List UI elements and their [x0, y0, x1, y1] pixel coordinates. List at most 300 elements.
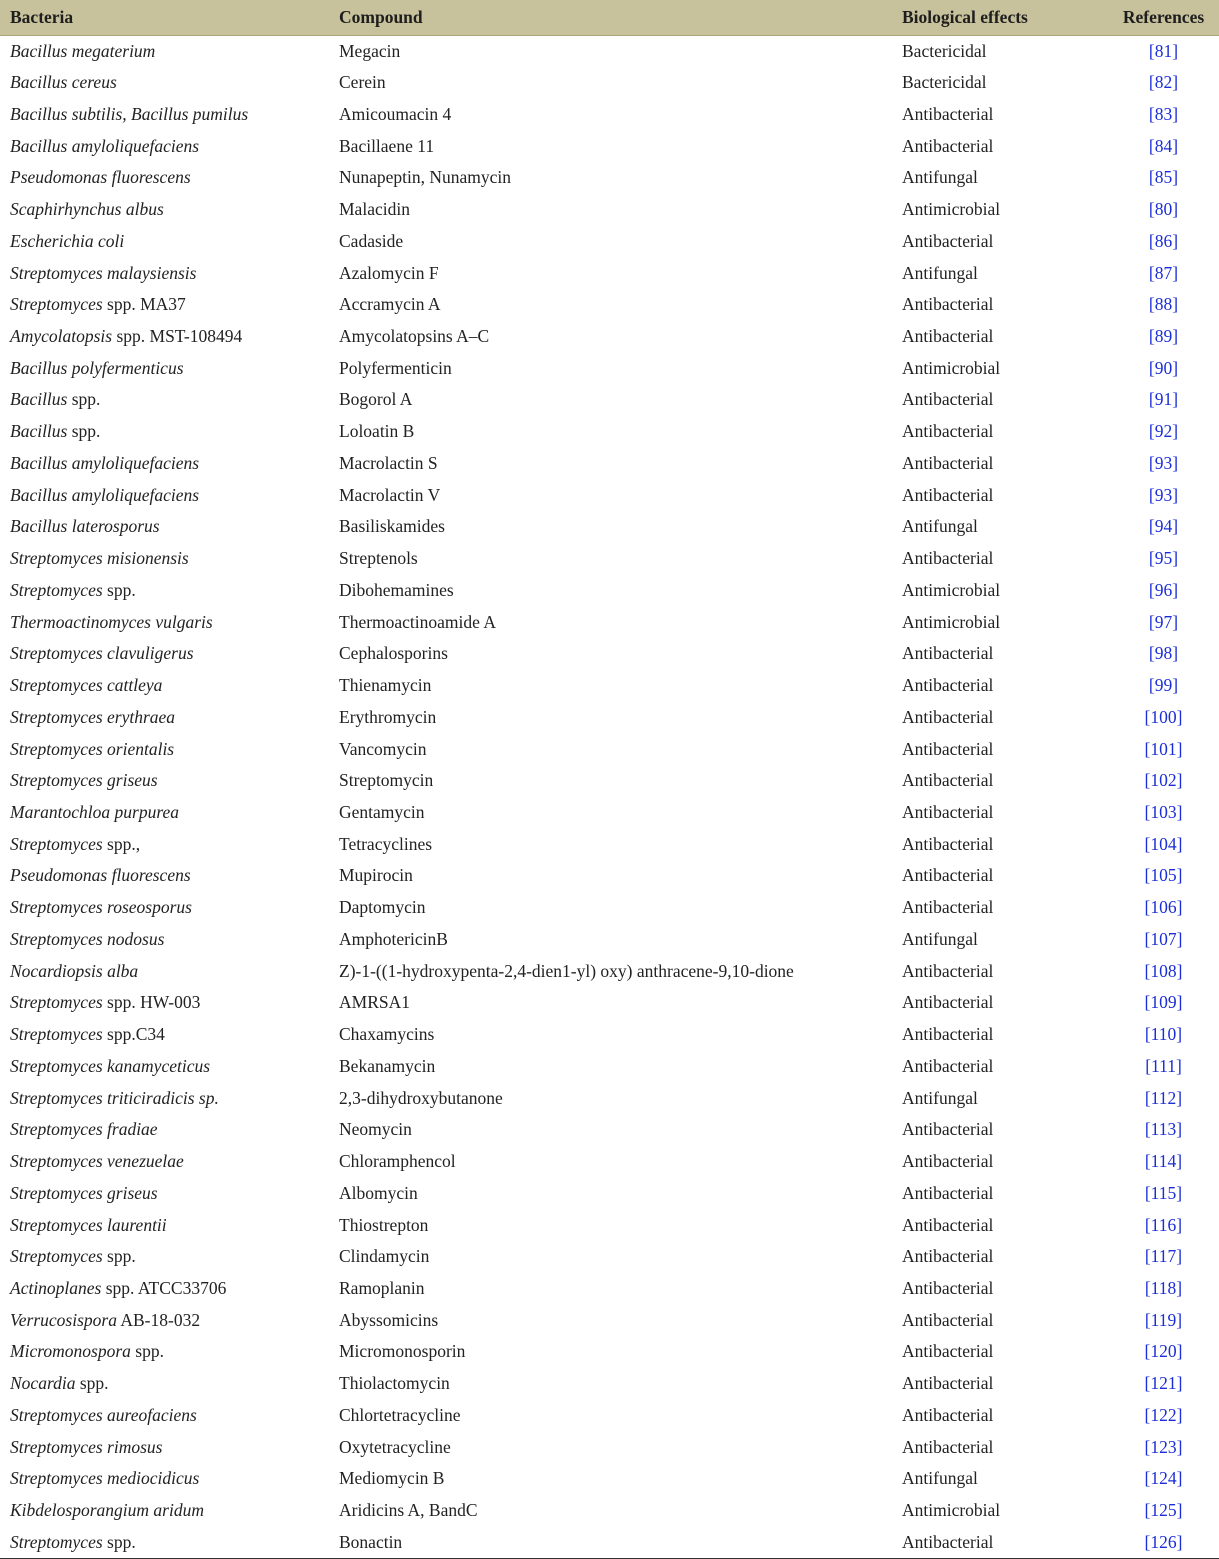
reference-cell	[1108, 321, 1219, 353]
compound-cell: Cadaside	[339, 230, 404, 251]
compound-cell: Chloramphencol	[339, 1151, 456, 1172]
bacteria-cell	[0, 416, 329, 448]
compound-cell: Streptenols	[339, 548, 418, 569]
reference-cell	[1108, 130, 1219, 162]
biological-effect-cell: Antifungal	[902, 1087, 978, 1108]
reference-link[interactable]: [105]	[1144, 865, 1183, 886]
compound-cell: Aridicins A, BandC	[339, 1500, 478, 1521]
bacteria-name: Streptomyces	[10, 579, 103, 600]
compound-cell: Amycolatopsins A–C	[339, 325, 490, 346]
table-row	[0, 860, 1219, 892]
reference-link[interactable]: [120]	[1144, 1341, 1183, 1362]
reference-cell	[1108, 1304, 1219, 1336]
biological-effect-cell: Antibacterial	[902, 770, 994, 791]
reference-cell	[1108, 670, 1219, 702]
bacteria-cell	[0, 1146, 329, 1178]
table-row	[0, 98, 1219, 130]
compound-cell: Tetracyclines	[339, 833, 433, 854]
reference-cell	[1108, 194, 1219, 226]
bacteria-name: Streptomyces erythraea	[10, 706, 176, 727]
biological-effect-cell: Antibacterial	[902, 1246, 994, 1267]
compound-cell: Polyfermenticin	[339, 357, 452, 378]
compound-cell: Amicoumacin 4	[339, 103, 452, 124]
bacteria-name: Bacillus amyloliquefaciens	[10, 452, 200, 473]
reference-cell	[1108, 1527, 1219, 1559]
reference-cell	[1108, 257, 1219, 289]
reference-cell	[1108, 638, 1219, 670]
bacteria-cell	[0, 1177, 329, 1209]
biological-effect-cell: Antibacterial	[902, 738, 994, 759]
bacteria-cell	[0, 162, 329, 194]
bacteria-name: Nocardiopsis alba	[10, 960, 139, 981]
biological-effect-cell: Antibacterial	[902, 1024, 994, 1045]
bacteria-strain: AB-18-032	[116, 1309, 201, 1330]
reference-link[interactable]: [112]	[1144, 1087, 1183, 1108]
table-row	[0, 321, 1219, 353]
bacteria-name: Bacillus polyfermenticus	[10, 357, 184, 378]
bacteria-cell	[0, 1495, 329, 1527]
table-row	[0, 1400, 1219, 1432]
bacteria-cell	[0, 352, 329, 384]
biological-effect-cell: Antifungal	[902, 516, 978, 537]
reference-link[interactable]: [84]	[1148, 135, 1179, 156]
biological-effect-cell: Antibacterial	[902, 992, 994, 1013]
reference-cell	[1108, 987, 1219, 1019]
biological-effect-cell: Antibacterial	[902, 706, 994, 727]
bacteria-name: Streptomyces aureofaciens	[10, 1404, 197, 1425]
bacteria-cell	[0, 511, 329, 543]
reference-cell	[1108, 574, 1219, 606]
reference-link[interactable]: [108]	[1144, 960, 1183, 981]
bacteria-name: Micromonospora	[10, 1341, 131, 1362]
bacteria-cell	[0, 828, 329, 860]
biological-effect-cell: Antimicrobial	[902, 611, 1001, 632]
bacteria-name: Bacillus megaterium	[10, 40, 156, 61]
biological-effect-cell: Bactericidal	[902, 72, 987, 93]
reference-cell	[1108, 289, 1219, 321]
bacteria-name: Pseudomonas fluorescens	[10, 865, 191, 886]
biological-effect-cell: Antibacterial	[902, 960, 994, 981]
reference-cell	[1108, 1495, 1219, 1527]
bacteria-cell	[0, 98, 329, 130]
compound-cell: Malacidin	[339, 199, 410, 220]
reference-cell	[1108, 479, 1219, 511]
table-row	[0, 1177, 1219, 1209]
table-row	[0, 194, 1219, 226]
reference-link[interactable]: [125]	[1144, 1500, 1183, 1521]
bacteria-name: Scaphirhynchus albus	[10, 199, 164, 220]
biological-effect-cell: Antimicrobial	[902, 357, 1001, 378]
table-row	[0, 1304, 1219, 1336]
bacteria-cell	[0, 1241, 329, 1273]
compound-cell: Bogorol A	[339, 389, 413, 410]
compound-cell: Ramoplanin	[339, 1278, 425, 1298]
bacteria-name: Bacillus amyloliquefaciens	[10, 135, 200, 156]
table-row	[0, 1273, 1219, 1305]
bacteria-name: Streptomyces malaysiensis	[10, 262, 197, 283]
bacteria-name: Streptomyces	[10, 294, 103, 315]
reference-cell	[1108, 1209, 1219, 1241]
bacteria-name: Amycolatopsis	[10, 325, 113, 346]
bacteria-cell	[0, 1431, 329, 1463]
reference-link[interactable]: [92]	[1148, 421, 1179, 442]
compound-cell: Cephalosporins	[339, 643, 448, 664]
biological-effect-cell: Bactericidal	[902, 40, 987, 61]
reference-cell	[1108, 701, 1219, 733]
biological-effect-cell: Antibacterial	[902, 421, 994, 442]
bacteria-cell	[0, 130, 329, 162]
reference-link[interactable]: [110]	[1144, 1024, 1183, 1045]
reference-link[interactable]: [114]	[1144, 1151, 1183, 1172]
reference-cell	[1108, 1019, 1219, 1051]
reference-cell	[1108, 1400, 1219, 1432]
bacteria-cell	[0, 1368, 329, 1400]
bacteria-cell	[0, 987, 329, 1019]
compound-cell: Macrolactin V	[339, 484, 441, 505]
reference-link[interactable]: [91]	[1148, 389, 1179, 410]
bacteria-strain: spp.	[102, 579, 136, 600]
bacteria-cell	[0, 289, 329, 321]
bacteria-cell	[0, 892, 329, 924]
bacteria-name: Bacillus amyloliquefaciens	[10, 484, 200, 505]
reference-cell	[1108, 797, 1219, 829]
table-row	[0, 892, 1219, 924]
compound-cell: Thermoactinoamide A	[339, 611, 496, 632]
table-row	[0, 1368, 1219, 1400]
reference-link[interactable]: [94]	[1148, 516, 1179, 537]
bacteria-strain: spp.	[67, 421, 101, 442]
reference-cell	[1108, 352, 1219, 384]
bacteria-strain: spp.	[102, 1246, 136, 1267]
biological-effect-cell: Antimicrobial	[902, 199, 1001, 220]
biological-effect-cell: Antibacterial	[902, 675, 994, 696]
bacteria-name: Streptomyces griseus	[10, 770, 158, 791]
reference-link[interactable]: [102]	[1144, 770, 1183, 791]
bacteria-name: Streptomyces mediocidicus	[10, 1468, 200, 1489]
table-row	[0, 448, 1219, 480]
reference-cell	[1108, 162, 1219, 194]
bacteria-cell	[0, 384, 329, 416]
compound-cell: Micromonosporin	[339, 1341, 466, 1362]
bacteria-cell	[0, 1114, 329, 1146]
compound-cell: AMRSA1	[339, 992, 410, 1013]
reference-cell	[1108, 765, 1219, 797]
biological-effect-cell: Antibacterial	[902, 1214, 994, 1235]
bacteria-cell	[0, 1527, 329, 1559]
reference-cell	[1108, 35, 1219, 67]
reference-cell	[1108, 892, 1219, 924]
bacteria-strain: spp.C34	[102, 1024, 165, 1045]
table-row	[0, 162, 1219, 194]
biological-effect-cell: Antibacterial	[902, 389, 994, 410]
biological-effect-cell: Antibacterial	[902, 833, 994, 854]
bacteria-cell	[0, 257, 329, 289]
table-row	[0, 543, 1219, 575]
reference-link[interactable]: [95]	[1148, 548, 1179, 569]
bacteria-name: Escherichia coli	[10, 230, 125, 251]
bacteria-cell	[0, 448, 329, 480]
biological-effect-cell: Antibacterial	[902, 452, 994, 473]
reference-link[interactable]: [86]	[1148, 230, 1179, 251]
bacteria-name: Bacillus subtilis, Bacillus pumilus	[10, 103, 249, 124]
biological-effect-cell: Antibacterial	[902, 294, 994, 315]
biological-effect-cell: Antibacterial	[902, 1278, 994, 1298]
reference-cell	[1108, 733, 1219, 765]
bacteria-cell	[0, 955, 329, 987]
reference-link[interactable]: [123]	[1144, 1436, 1183, 1457]
bacteria-cell	[0, 1463, 329, 1495]
compound-cell: Gentamycin	[339, 801, 425, 822]
reference-link[interactable]: [103]	[1144, 801, 1183, 822]
biological-effect-cell: Antifungal	[902, 262, 978, 283]
table-row	[0, 1051, 1219, 1083]
bacteria-cell	[0, 1082, 329, 1114]
compound-cell: Neomycin	[339, 1119, 412, 1140]
reference-link[interactable]: [124]	[1144, 1468, 1183, 1489]
bacteria-cell	[0, 924, 329, 956]
compound-cell: Azalomycin F	[339, 262, 439, 283]
reference-cell	[1108, 1177, 1219, 1209]
reference-link[interactable]: [93]	[1148, 452, 1179, 473]
bacteria-name: Streptomyces nodosus	[10, 928, 165, 949]
compound-cell: Thiostrepton	[339, 1214, 429, 1235]
biological-effect-cell: Antibacterial	[892, 1527, 1108, 1559]
bacteria-strain: spp.	[130, 1341, 164, 1362]
reference-link[interactable]: [119]	[1144, 1309, 1183, 1330]
compound-cell: Oxytetracycline	[339, 1436, 451, 1457]
bacteria-name: Streptomyces roseosporus	[10, 897, 192, 918]
bacteria-strain: spp.	[102, 1531, 136, 1552]
compound-cell: Loloatin B	[339, 421, 415, 442]
reference-link[interactable]: [126]	[1144, 1531, 1183, 1552]
bacteria-name: Marantochloa purpurea	[10, 801, 179, 822]
reference-link[interactable]: [100]	[1144, 706, 1183, 727]
bacteria-cell	[0, 1209, 329, 1241]
reference-cell	[1108, 1336, 1219, 1368]
reference-link[interactable]: [118]	[1144, 1278, 1183, 1298]
biological-effect-cell: Antibacterial	[902, 1309, 994, 1330]
compound-cell: Thienamycin	[339, 675, 432, 696]
reference-cell	[1108, 543, 1219, 575]
biological-effect-cell: Antibacterial	[902, 135, 994, 156]
reference-cell	[1108, 828, 1219, 860]
bacteria-name: Streptomyces triticiradicis sp.	[10, 1087, 219, 1108]
table-row	[0, 797, 1219, 829]
reference-link[interactable]: [87]	[1148, 262, 1179, 283]
compound-cell: AmphotericinB	[339, 928, 448, 949]
compound-cell: Bonactin	[329, 1527, 892, 1559]
bacteria-name: Bacillus cereus	[10, 72, 117, 93]
bacteria-name: Nocardia	[10, 1373, 76, 1394]
table-row	[0, 479, 1219, 511]
reference-link[interactable]: [93]	[1148, 484, 1179, 505]
table-row	[0, 955, 1219, 987]
table-row	[0, 670, 1219, 702]
bacteria-cell	[0, 797, 329, 829]
bacteria-name: Verrucosispora	[10, 1309, 117, 1330]
table-row	[0, 67, 1219, 99]
reference-link[interactable]: [121]	[1144, 1373, 1183, 1394]
bacteria-cell	[0, 733, 329, 765]
compound-cell: 2,3-dihydroxybutanone	[339, 1087, 503, 1108]
reference-link[interactable]: [122]	[1144, 1404, 1183, 1425]
table-row	[0, 1241, 1219, 1273]
biological-effect-cell: Antibacterial	[902, 897, 994, 918]
biological-effect-cell: Antifungal	[902, 167, 978, 188]
bacteria-strain: spp. MA37	[102, 294, 186, 315]
bacteria-cell	[0, 765, 329, 797]
reference-cell	[1108, 860, 1219, 892]
table-row	[0, 130, 1219, 162]
bacteria-name: Streptomyces	[10, 1024, 103, 1045]
reference-link[interactable]: [85]	[1148, 167, 1179, 188]
reference-link[interactable]: [115]	[1144, 1182, 1183, 1203]
bacteria-cell	[0, 860, 329, 892]
reference-link[interactable]: [80]	[1148, 199, 1179, 220]
compound-cell: Abyssomicins	[339, 1309, 439, 1330]
reference-cell	[1108, 1463, 1219, 1495]
reference-link[interactable]: [106]	[1144, 897, 1183, 918]
bacteria-strain: spp. MST-108494	[112, 325, 243, 346]
table-row	[0, 638, 1219, 670]
biological-effect-cell: Antibacterial	[902, 325, 994, 346]
bacteria-name: Streptomyces	[10, 1246, 103, 1267]
reference-link[interactable]: [81]	[1148, 40, 1179, 61]
biological-effect-cell: Antibacterial	[902, 1436, 994, 1457]
biological-effect-cell: Antibacterial	[902, 230, 994, 251]
biological-effect-cell: Antifungal	[902, 1468, 978, 1489]
bacteria-name: Streptomyces cattleya	[10, 675, 163, 696]
reference-link[interactable]: [88]	[1148, 294, 1179, 315]
bacteria-cell	[0, 1051, 329, 1083]
bacteria-cell	[0, 670, 329, 702]
bacteria-name: Thermoactinomyces vulgaris	[10, 611, 213, 632]
bacteria-strain: spp.,	[102, 833, 141, 854]
table-row	[0, 733, 1219, 765]
reference-link[interactable]: [107]	[1144, 928, 1183, 949]
reference-link[interactable]: [96]	[1148, 579, 1179, 600]
compound-cell: Clindamycin	[339, 1246, 430, 1267]
reference-cell	[1108, 1368, 1219, 1400]
table-row	[0, 1146, 1219, 1178]
reference-cell	[1108, 1114, 1219, 1146]
bacteria-strain: spp.	[75, 1373, 109, 1394]
reference-cell	[1108, 225, 1219, 257]
bacteria-cell	[0, 479, 329, 511]
table-header	[0, 0, 1219, 35]
bacteria-cell	[0, 701, 329, 733]
reference-link[interactable]: [89]	[1148, 325, 1179, 346]
header-bacteria: Bacteria	[0, 0, 329, 35]
biological-effect-cell: Antimicrobial	[902, 1500, 1001, 1521]
compound-cell: Nunapeptin, Nunamycin	[339, 167, 512, 188]
reference-link[interactable]: [109]	[1144, 992, 1183, 1013]
bacteria-cell	[0, 574, 329, 606]
reference-link[interactable]: [83]	[1148, 103, 1179, 124]
bacteria-cell	[0, 194, 329, 226]
table-body	[0, 35, 1219, 1558]
reference-link[interactable]: [99]	[1148, 675, 1179, 696]
reference-link[interactable]: [82]	[1148, 72, 1179, 93]
table-row	[0, 1019, 1219, 1051]
table-row	[0, 384, 1219, 416]
table-row	[0, 1209, 1219, 1241]
compound-cell: Streptomycin	[339, 770, 434, 791]
reference-link[interactable]: [101]	[1144, 738, 1183, 759]
reference-link[interactable]: [111]	[1145, 1055, 1182, 1076]
table-row	[0, 1431, 1219, 1463]
table-row	[0, 765, 1219, 797]
bacteria-name: Streptomyces rimosus	[10, 1436, 163, 1457]
table-row	[0, 606, 1219, 638]
biological-effect-cell: Antibacterial	[902, 1182, 994, 1203]
biological-effect-cell: Antibacterial	[902, 1055, 994, 1076]
compound-cell: Chlortetracycline	[339, 1404, 461, 1425]
table-row	[0, 352, 1219, 384]
biological-effect-cell: Antibacterial	[902, 548, 994, 569]
reference-cell	[1108, 924, 1219, 956]
reference-link[interactable]: [117]	[1144, 1246, 1183, 1267]
compound-cell: Vancomycin	[339, 738, 427, 759]
reference-cell	[1108, 416, 1219, 448]
bacteria-name: Streptomyces	[10, 992, 103, 1013]
biological-effect-cell: Antibacterial	[902, 801, 994, 822]
bacteria-name: Bacillus laterosporus	[10, 516, 160, 537]
compound-cell: Accramycin A	[339, 294, 441, 315]
bacteria-cell	[0, 1019, 329, 1051]
bacteria-name: Bacillus	[10, 389, 68, 410]
reference-cell	[1108, 606, 1219, 638]
compound-cell: Erythromycin	[339, 706, 437, 727]
biological-effect-cell: Antimicrobial	[902, 579, 1001, 600]
reference-link[interactable]: [113]	[1144, 1119, 1183, 1140]
header-row	[0, 0, 1219, 35]
reference-link[interactable]: [90]	[1148, 357, 1179, 378]
bacteria-name: Streptomyces misionensis	[10, 548, 189, 569]
compound-cell: Albomycin	[339, 1182, 418, 1203]
compound-cell: Macrolactin S	[339, 452, 438, 473]
compound-cell: Thiolactomycin	[339, 1373, 450, 1394]
bacteria-cell	[0, 606, 329, 638]
bacteria-cell	[0, 1304, 329, 1336]
bacteria-cell	[0, 1336, 329, 1368]
table-row	[0, 511, 1219, 543]
bacteria-strain: spp. HW-003	[102, 992, 201, 1013]
reference-link[interactable]: [104]	[1144, 833, 1183, 854]
reference-link[interactable]: [116]	[1144, 1214, 1183, 1235]
reference-link[interactable]: [97]	[1148, 611, 1179, 632]
bacteria-name: Streptomyces	[10, 833, 103, 854]
compound-cell: Basiliskamides	[339, 516, 445, 537]
table-row	[0, 35, 1219, 67]
header-compound: Compound	[329, 0, 892, 35]
reference-link[interactable]: [98]	[1148, 643, 1179, 664]
compound-cell: Mediomycin B	[339, 1468, 445, 1489]
bacteria-cell	[0, 225, 329, 257]
bacteria-name: Kibdelosporangium aridum	[10, 1500, 204, 1521]
table-row	[0, 1114, 1219, 1146]
biological-effect-cell: Antibacterial	[902, 1404, 994, 1425]
biological-effect-cell: Antibacterial	[902, 643, 994, 664]
bacteria-strain: spp.	[67, 389, 101, 410]
table-row	[0, 257, 1219, 289]
reference-cell	[1108, 98, 1219, 130]
table-row	[0, 1082, 1219, 1114]
header-biological-effects: Biological effects	[892, 0, 1108, 35]
compound-cell: Dibohemamines	[339, 579, 454, 600]
biological-effect-cell: Antifungal	[902, 928, 978, 949]
biological-effect-cell: Antibacterial	[902, 865, 994, 886]
